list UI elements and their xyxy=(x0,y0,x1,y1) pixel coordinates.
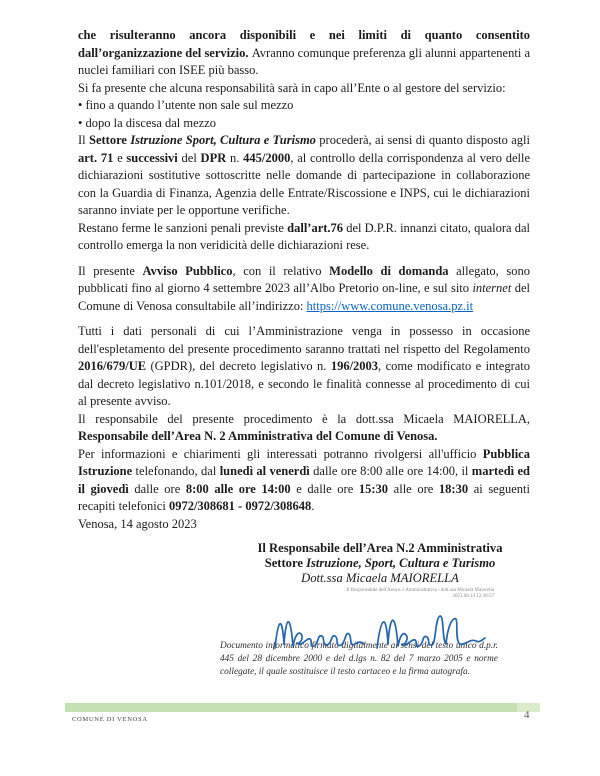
text-run: Settore xyxy=(89,133,131,147)
paragraph-availability xyxy=(78,27,530,80)
text-run: Modello di domanda xyxy=(329,263,449,278)
text-run: Il presente xyxy=(78,263,143,278)
handwritten-signature xyxy=(267,604,493,656)
text-run: Avviso Pubblico xyxy=(142,263,233,278)
text-run: telefonando, dal xyxy=(132,464,220,478)
text-run: Tutti i dati personali di cui l’Amministrazione venga in possesso in occasione dell'espletamento del presente procedimento saranno trattati nel rispetto del Regolamento xyxy=(78,324,530,356)
text-run: dalle ore 8:00 alle ore 14:00, il xyxy=(309,464,472,478)
text-run: Restano ferme le sanzioni penali previste xyxy=(78,220,288,235)
text-run: 196/2003 xyxy=(330,359,379,373)
text-run: ai seguenti recapiti telefonici xyxy=(78,481,530,513)
text-run: 18:30 xyxy=(438,481,469,496)
signature-role-line1: Il Responsabile dell’Area N.2 Amministrativa xyxy=(257,541,503,555)
paragraph-privacy xyxy=(78,323,530,411)
stamp-timestamp: 2023.08.14 12:30:57 xyxy=(452,594,494,599)
text-run: del Comune di Venosa consultabile all’indirizzo: xyxy=(78,281,530,313)
signature-signer-name: Dott.ssa Micaela MAIORELLA xyxy=(301,571,459,585)
paragraph-publication xyxy=(78,263,530,316)
bullet-item-boarding xyxy=(78,97,530,115)
text-run: Il responsabile del presente procedimento è la dott.ssa Micaela MAIORELLA, xyxy=(78,411,530,426)
digital-signature-stamp xyxy=(230,588,530,600)
text-run: dalle ore xyxy=(128,481,186,496)
paragraph-sanctions xyxy=(78,220,530,255)
text-run: internet xyxy=(472,281,512,295)
text-run: 2016/679/UE xyxy=(78,359,147,373)
stamp-line1: Il Responsabile dell'Area n.1 Amministrativa - dott.ssa Micaela Maiorella xyxy=(346,588,494,593)
signature-role-line2 xyxy=(230,556,530,571)
text-run: art. 71 xyxy=(78,150,114,165)
text-run: che risulteranno ancora disponibili e nei limiti di quanto consentito dall’organizzazione del servizio. xyxy=(78,28,530,60)
footer-organization: COMUNE DI VENOSA xyxy=(72,716,148,723)
text-run: n. xyxy=(226,150,244,165)
comune-venosa-link[interactable]: https://www.comune.venosa.pz.it xyxy=(306,298,474,313)
digital-signature-legal-note: Documento informatico firmato digitalmente ai sensi del testo unico d.p.r. 445 del 28 dicembre 2000 e del d.lgs n. 82 del 7 marzo 2005 e norme collegate, il quale sostituisce il testo cartaceo e la firma autografa. xyxy=(220,641,498,677)
text-run: 8:00 alle ore 14:00 xyxy=(185,481,291,496)
text-run: Pubblica Istruzione xyxy=(78,446,530,478)
text-run: 445/2000 xyxy=(243,150,291,165)
text-run: DPR xyxy=(200,150,227,165)
text-run: , come modificato e integrato dal decreto legislativo n.101/2018, e secondo le finalità connesse al procedimento di cui al presente avviso. xyxy=(78,359,530,408)
spacer xyxy=(78,255,530,263)
page-number: 4 xyxy=(524,709,530,721)
paragraph-contact-info xyxy=(78,446,530,516)
paragraph-controls xyxy=(78,132,530,220)
signature-block xyxy=(220,541,530,679)
text-run: del xyxy=(177,150,201,165)
text-run: 0972/308681 - 0972/308648 xyxy=(168,499,312,513)
text-run: Avranno comunque preferenza gli alunni appartenenti a nuclei familiari con ISEE più basso. xyxy=(78,45,531,77)
text-run: Venosa, 14 agosto 2023 xyxy=(78,516,197,531)
text-run: Per informazioni e chiarimenti gli interessati potranno rivolgersi all'ufficio xyxy=(78,446,483,461)
text-run: Settore xyxy=(264,556,307,570)
document-body xyxy=(78,27,530,679)
paragraph-responsible-person xyxy=(78,411,530,446)
text-run: allegato, sono pubblicati fino al giorno 4 settembre 2023 all’Albo Pretorio on-line, e sul sito xyxy=(78,263,531,295)
text-run: e xyxy=(113,150,127,165)
text-run: Istruzione, Sport, Cultura e Turismo xyxy=(306,556,496,570)
text-run: 15:30 xyxy=(358,481,389,496)
text-run: Si fa presente che alcuna responsabilità sarà in capo all’Ente o al gestore del servizio: xyxy=(78,80,506,95)
bullet-item-alighting xyxy=(78,115,530,133)
text-run: alle ore xyxy=(388,481,439,496)
text-run: del D.P.R. innanzi citato, qualora dal controllo emerga la non veridicità delle dichiarazioni rese. xyxy=(78,220,530,252)
text-run: e dalle ore xyxy=(290,481,359,496)
paragraph-responsibility xyxy=(78,80,530,98)
dateline xyxy=(78,516,530,534)
text-run: (GPDR), del decreto legislativo n. xyxy=(146,359,331,373)
text-run: . xyxy=(311,499,315,513)
spacer xyxy=(78,315,530,323)
text-run: Il xyxy=(78,133,89,147)
text-run: procederà, ai sensi di quanto disposto agli xyxy=(315,133,531,147)
text-run: , con il relativo xyxy=(232,263,330,278)
text-run: dall’art.76 xyxy=(287,220,344,235)
text-run: successivi xyxy=(126,150,178,165)
text-run: martedì ed il giovedì xyxy=(78,464,530,496)
text-run: • fino a quando l’utente non sale sul mezzo xyxy=(78,98,294,112)
text-run: • dopo la discesa dal mezzo xyxy=(78,115,217,130)
text-run: , al controllo della corrispondenza al vero delle dichiarazioni sostitutive sottoscritte nelle domande di partecipazione in collaborazione con la Guardia di Finanza, Agenzia delle Entrate/Riscossione e INPS, cui le dichiarazioni saranno inviate per le opportune verifiche. xyxy=(78,150,531,217)
text-run: Istruzione Sport, Cultura e Turismo xyxy=(130,133,316,147)
footer-bar xyxy=(65,703,540,712)
text-run: Responsabile dell’Area N. 2 Amministrativa del Comune di Venosa. xyxy=(78,429,438,443)
text-run: lunedì al venerdì xyxy=(219,464,310,478)
